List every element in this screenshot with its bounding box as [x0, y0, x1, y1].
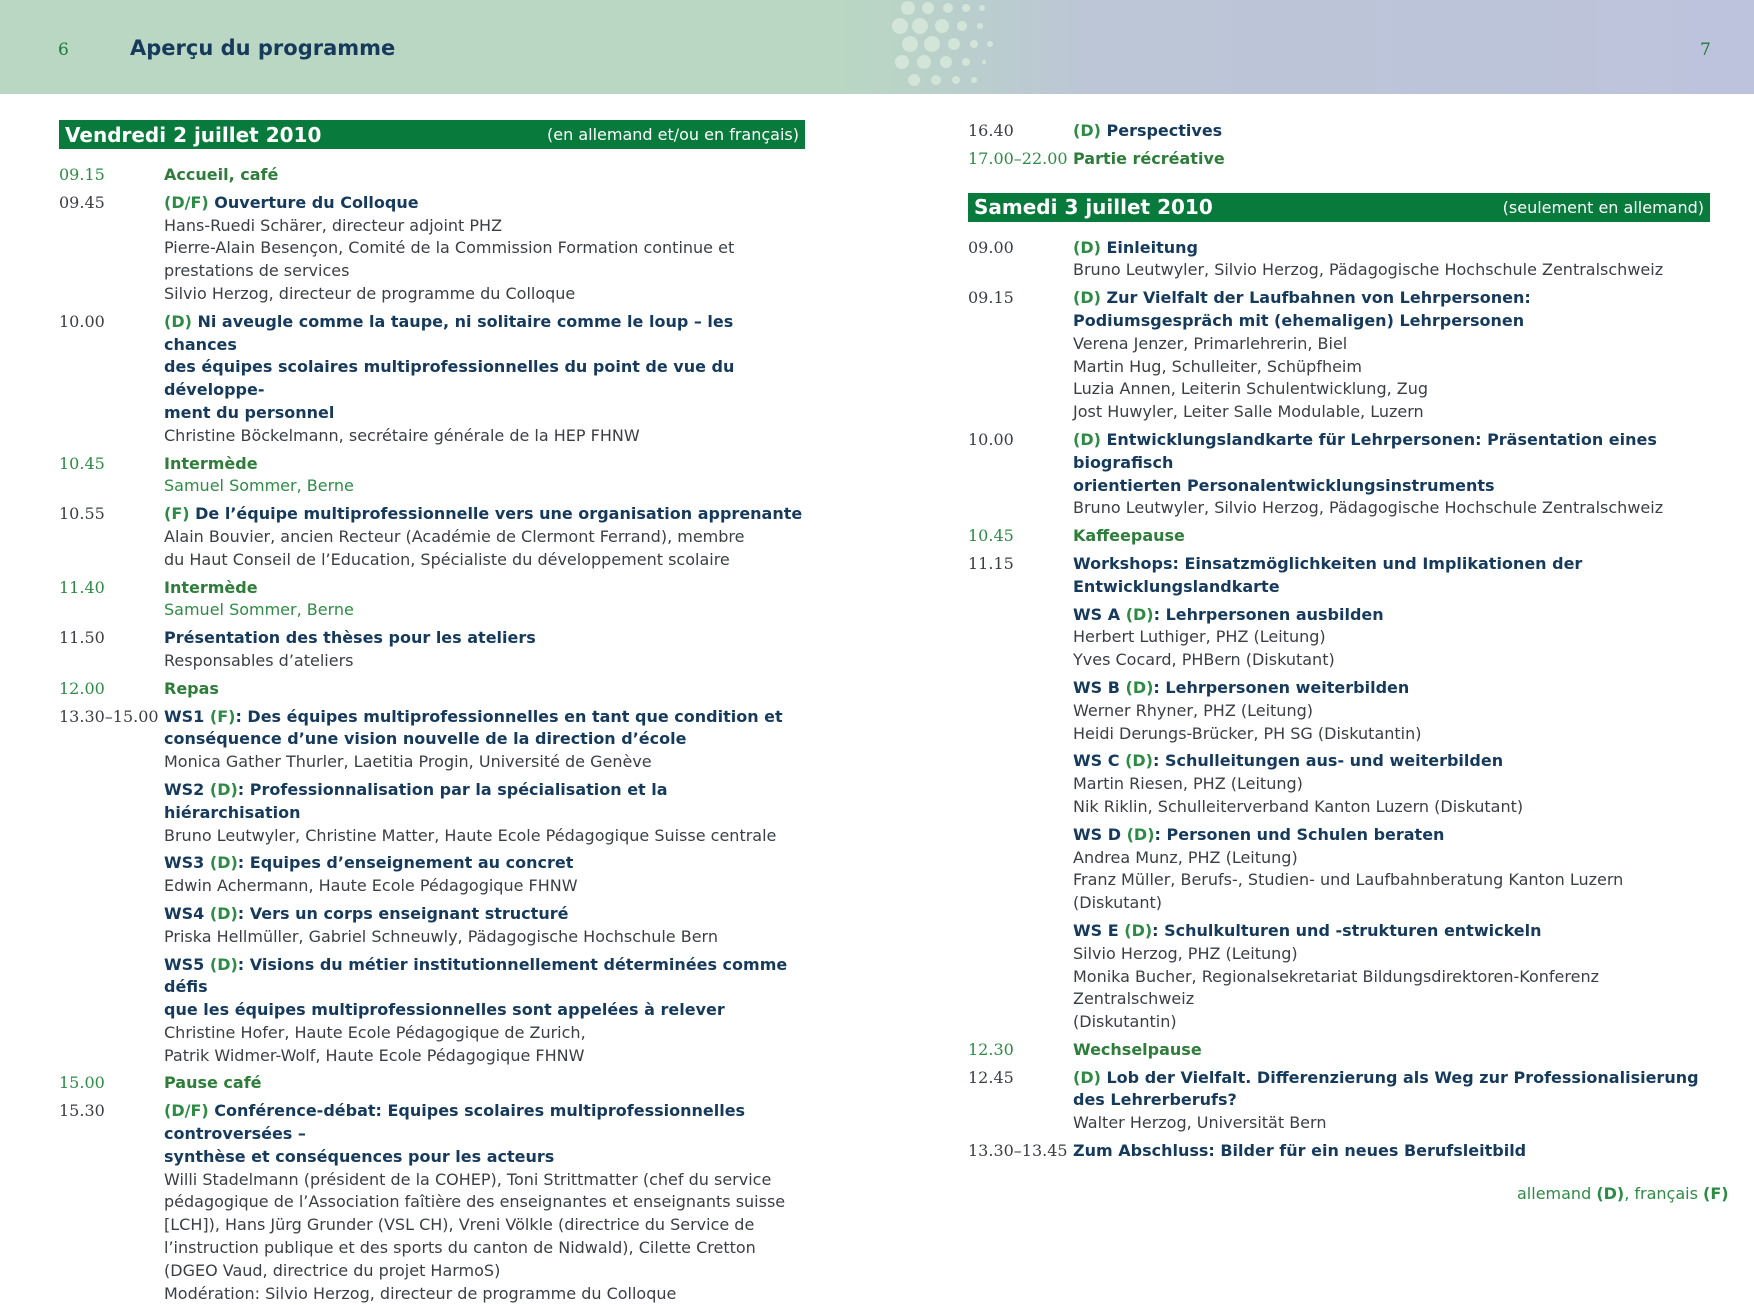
program-entry — [59, 164, 805, 187]
session-title: (D) Entwicklungslandkarte für Lehrpersonen: Präsentation eines biografisch — [1073, 429, 1657, 472]
workshop-title: WS C (D): Schulleitungen aus- und weiterbilden — [1073, 751, 1504, 771]
speaker-line: Silvio Herzog, directeur de programme du Colloque — [164, 283, 576, 303]
workshop — [164, 706, 805, 774]
language-tag: (D) — [1073, 121, 1101, 140]
entry-content — [164, 164, 805, 187]
entry-content — [164, 1100, 805, 1305]
day-bar-saturday — [968, 193, 1710, 222]
session-title: synthèse et conséquences pour les acteurs — [164, 1146, 555, 1166]
language-tag: (D) — [1073, 237, 1101, 257]
speaker-line: Verena Jenzer, Primarlehrerin, Biel — [1073, 333, 1348, 353]
program-entry — [59, 311, 805, 448]
session-title: Partie récréative — [1073, 148, 1225, 168]
entry-content — [1073, 120, 1710, 143]
speaker-line: Christine Böckelmann, secrétaire générale de la HEP FHNW — [164, 425, 640, 445]
time-slot: 09.45 — [59, 192, 105, 212]
workshop — [1073, 750, 1710, 818]
language-tag: (D) — [1125, 677, 1154, 697]
workshop-title: que les équipes multiprofessionnelles sont appelées à relever — [164, 1000, 725, 1020]
time-slot: 12.30 — [968, 1039, 1014, 1059]
time-slot: 15.30 — [59, 1101, 105, 1121]
speaker-line: prestations de services — [164, 261, 350, 281]
workshop-title: WS A (D): Lehrpersonen ausbilden — [1073, 604, 1384, 624]
speaker-line: Herbert Luthiger, PHZ (Leitung) — [1073, 627, 1326, 647]
entry-content — [164, 311, 805, 448]
day-title: Vendredi 2 juillet 2010 — [65, 122, 322, 147]
program-entry — [59, 503, 805, 571]
speaker-line: Samuel Sommer, Berne — [164, 600, 354, 620]
program-entry — [968, 1039, 1710, 1062]
time-slot: 12.00 — [59, 678, 105, 698]
speaker-line: Pierre-Alain Besençon, Comité de la Commission Formation continue et — [164, 238, 735, 258]
speaker-line: Martin Riesen, PHZ (Leitung) — [1073, 774, 1303, 794]
program-entry — [968, 1140, 1710, 1163]
entry-content — [1073, 1140, 1710, 1163]
program-entry — [59, 678, 805, 701]
entry-content — [164, 627, 805, 673]
session-title: (D/F) Conférence-débat: Equipes scolaires multiprofessionnelles controversées – — [164, 1101, 746, 1144]
workshop — [1073, 677, 1710, 745]
session-title: Présentation des thèses pour les ateliers — [164, 628, 536, 648]
speaker-line: Willi Stadelmann (président de la COHEP), Toni Strittmatter (chef du service — [164, 1169, 772, 1189]
decorative-dots — [890, 0, 1030, 94]
session-title: Intermède — [164, 453, 258, 473]
time-slot: 11.50 — [59, 628, 105, 648]
speaker-line: Andrea Munz, PHZ (Leitung) — [1073, 847, 1298, 867]
language-tag: (D) — [1073, 1067, 1101, 1087]
time-slot: 17.00–22.00 — [968, 148, 1068, 168]
session-title: Kaffeepause — [1073, 526, 1185, 546]
workshop-code: WS2 — [164, 779, 205, 799]
session-title: ment du personnel — [164, 402, 335, 422]
right-column — [968, 120, 1710, 1163]
time-slot: 13.30–15.00 — [59, 706, 159, 726]
program-entry — [59, 1072, 805, 1095]
workshop-title: WS3 (D): Equipes d’enseignement au concret — [164, 853, 574, 873]
workshop-code: WS3 — [164, 853, 205, 873]
time-slot: 09.15 — [59, 165, 105, 184]
speaker-line: Christine Hofer, Haute Ecole Pédagogique de Zurich, — [164, 1022, 586, 1042]
language-tag: (D/F) — [164, 192, 209, 212]
program-entry — [968, 237, 1710, 283]
workshop-code: WS B — [1073, 677, 1120, 697]
speaker-line: l’instruction publique et des sports du canton de Nidwald), Cilette Cretton — [164, 1238, 756, 1258]
entry-content — [1073, 148, 1710, 171]
workshop — [164, 954, 805, 1068]
workshop-title: WS E (D): Schulkulturen und -strukturen entwickeln — [1073, 920, 1542, 940]
program-entry — [59, 577, 805, 623]
session-title: (D) Perspectives — [1073, 121, 1223, 140]
entry-content — [1073, 525, 1710, 548]
speaker-line: Werner Rhyner, PHZ (Leitung) — [1073, 700, 1313, 720]
day-language-note: (en allemand et/ou en français) — [547, 125, 799, 144]
speaker-line: Silvio Herzog, PHZ (Leitung) — [1073, 943, 1298, 963]
session-title: Accueil, café — [164, 165, 279, 184]
program-entry — [59, 453, 805, 499]
page-number-left: 6 — [58, 40, 69, 60]
page-title: Aperçu du programme — [130, 36, 396, 60]
entry-content — [1073, 429, 1710, 520]
entry-content — [1073, 553, 1710, 1034]
entry-content — [164, 577, 805, 623]
workshop-code: WS5 — [164, 954, 205, 974]
time-slot: 10.45 — [968, 526, 1014, 546]
speaker-line: Walter Herzog, Universität Bern — [1073, 1113, 1327, 1133]
time-slot: 10.45 — [59, 453, 105, 473]
page-header — [0, 0, 1754, 94]
session-title: Workshops: Einsatzmöglichkeiten und Implikationen der Entwicklungslandkarte — [1073, 553, 1583, 596]
program-entry — [968, 287, 1710, 424]
entry-content — [1073, 287, 1710, 424]
language-tag: (D) — [1126, 824, 1155, 844]
program-entry — [968, 148, 1710, 171]
speaker-line: Yves Cocard, PHBern (Diskutant) — [1073, 650, 1335, 670]
speaker-line: Luzia Annen, Leiterin Schulentwicklung, Zug — [1073, 379, 1429, 399]
speaker-line: Priska Hellmüller, Gabriel Schneuwly, Pädagogische Hochschule Bern — [164, 926, 718, 946]
speaker-line: Bruno Leutwyler, Silvio Herzog, Pädagogische Hochschule Zentralschweiz — [1073, 498, 1664, 518]
day-bar-friday — [59, 120, 805, 149]
time-slot: 10.55 — [59, 504, 105, 524]
language-tag: (D) — [164, 311, 192, 331]
workshop — [164, 779, 805, 847]
session-title: des équipes scolaires multiprofessionnelles du point de vue du développe- — [164, 357, 735, 400]
speaker-line: Edwin Achermann, Haute Ecole Pédagogique FHNW — [164, 876, 578, 896]
language-tag: (D) — [1073, 288, 1101, 308]
program-entry — [968, 553, 1710, 1034]
workshop-title: WS2 (D): Professionnalisation par la spécialisation et la hiérarchisation — [164, 779, 668, 822]
speaker-line: [LCH]), Hans Jürg Grunder (VSL CH), Vreni Völkle (directrice du Service de — [164, 1215, 755, 1235]
speaker-line: Bruno Leutwyler, Silvio Herzog, Pädagogische Hochschule Zentralschweiz — [1073, 260, 1664, 280]
language-tag: (F) — [209, 706, 236, 726]
workshop — [164, 852, 805, 898]
session-title: Zum Abschluss: Bilder für ein neues Berufsleitbild — [1073, 1141, 1527, 1161]
time-slot: 09.00 — [968, 237, 1014, 257]
program-entry — [968, 429, 1710, 520]
program-entry — [59, 706, 805, 1068]
entry-content — [164, 503, 805, 571]
session-title: Wechselpause — [1073, 1039, 1202, 1059]
session-title: Intermède — [164, 577, 258, 597]
speaker-line: Patrik Widmer-Wolf, Haute Ecole Pédagogique FHNW — [164, 1045, 585, 1065]
session-title: (F) De l’équipe multiprofessionnelle vers une organisation apprenante — [164, 504, 803, 524]
time-slot: 11.40 — [59, 577, 105, 597]
workshop-code: WS E — [1073, 920, 1119, 940]
workshop-code: WS D — [1073, 824, 1122, 844]
program-entry — [59, 627, 805, 673]
session-title: Repas — [164, 678, 219, 698]
language-tag: (D) — [1125, 751, 1153, 771]
session-title: (D) Einleitung — [1073, 237, 1198, 257]
time-slot: 16.40 — [968, 121, 1014, 140]
session-title: des Lehrerberufs? — [1073, 1090, 1237, 1110]
session-title: (D/F) Ouverture du Colloque — [164, 192, 419, 212]
language-tag: (D/F) — [164, 1101, 209, 1121]
language-tag: (D) — [209, 853, 238, 873]
speaker-line: Franz Müller, Berufs-, Studien- und Laufbahnberatung Kanton Luzern (Diskutant) — [1073, 870, 1624, 913]
workshop — [1073, 920, 1710, 1034]
speaker-line: Samuel Sommer, Berne — [164, 476, 354, 496]
workshop-code: WS1 — [164, 706, 205, 726]
workshop-title: WS1 (F): Des équipes multiprofessionnelles en tant que condition et — [164, 706, 783, 726]
workshop-title: WS B (D): Lehrpersonen weiterbilden — [1073, 677, 1410, 697]
speaker-line: Monika Bucher, Regionalsekretariat Bildungsdirektoren-Konferenz Zentralschweiz — [1073, 966, 1599, 1009]
workshop — [1073, 824, 1710, 915]
workshop — [164, 903, 805, 949]
session-title: (D) Ni aveugle comme la taupe, ni solitaire comme le loup – les chances — [164, 311, 734, 354]
entry-content — [164, 1072, 805, 1095]
time-slot: 12.45 — [968, 1067, 1014, 1087]
workshop-title: WS4 (D): Vers un corps enseignant structuré — [164, 903, 569, 923]
speaker-line: Monica Gather Thurler, Laetitia Progin, Université de Genève — [164, 752, 652, 772]
time-slot: 15.00 — [59, 1073, 105, 1093]
program-entry — [59, 192, 805, 306]
program-entry — [968, 120, 1710, 143]
speaker-line: pédagogique de l’Association faîtière des enseignantes et enseignants suisse — [164, 1192, 786, 1212]
time-slot: 13.30–13.45 — [968, 1141, 1068, 1161]
language-tag: (D) — [1073, 429, 1101, 449]
language-legend: allemand (D), français (F) — [1517, 1184, 1729, 1203]
speaker-line: Heidi Derungs-Brücker, PH SG (Diskutantin) — [1073, 723, 1422, 743]
entry-content — [164, 453, 805, 499]
speaker-line: Martin Hug, Schulleiter, Schüpfheim — [1073, 356, 1362, 376]
entry-content — [1073, 1067, 1710, 1135]
time-slot: 10.00 — [59, 311, 105, 331]
program-entry — [59, 1100, 805, 1305]
speaker-line: Nik Riklin, Schulleiterverband Kanton Luzern (Diskutant) — [1073, 796, 1524, 816]
speaker-line: Bruno Leutwyler, Christine Matter, Haute Ecole Pédagogique Suisse centrale — [164, 825, 777, 845]
time-slot: 11.15 — [968, 553, 1014, 573]
session-title: orientierten Personalentwicklungsinstruments — [1073, 475, 1495, 495]
speaker-line: Alain Bouvier, ancien Recteur (Académie de Clermont Ferrand), membre — [164, 526, 745, 546]
workshop-code: WS C — [1073, 751, 1120, 771]
session-title: (D) Zur Vielfalt der Laufbahnen von Lehrpersonen: — [1073, 288, 1531, 308]
session-title: (D) Lob der Vielfalt. Differenzierung als Weg zur Professionalisierung — [1073, 1067, 1699, 1087]
speaker-line: Modération: Silvio Herzog, directeur de programme du Colloque — [164, 1283, 677, 1303]
workshop-title: conséquence d’une vision nouvelle de la direction d’école — [164, 729, 687, 749]
left-column — [59, 120, 805, 1305]
day-title: Samedi 3 juillet 2010 — [974, 195, 1213, 220]
entry-content — [164, 678, 805, 701]
program-entry — [968, 1067, 1710, 1135]
page-number-right: 7 — [1700, 40, 1711, 60]
workshop-code: WS4 — [164, 903, 205, 923]
time-slot: 10.00 — [968, 429, 1014, 449]
session-title: Pause café — [164, 1073, 262, 1093]
workshop — [1073, 604, 1710, 672]
workshop-title: WS D (D): Personen und Schulen beraten — [1073, 824, 1445, 844]
speaker-line: Jost Huwyler, Leiter Salle Modulable, Luzern — [1073, 402, 1424, 422]
language-tag: (F) — [164, 504, 190, 524]
entry-content — [1073, 1039, 1710, 1062]
language-tag: (D) — [1124, 920, 1153, 940]
program-entry — [968, 525, 1710, 548]
entry-content — [164, 706, 805, 1068]
day-language-note: (seulement en allemand) — [1502, 197, 1704, 217]
speaker-line: (Diskutantin) — [1073, 1012, 1177, 1032]
speaker-line: Responsables d’ateliers — [164, 650, 354, 670]
entry-content — [1073, 237, 1710, 283]
language-tag: (D) — [209, 903, 238, 923]
speaker-line: (DGEO Vaud, directrice du projet HarmoS) — [164, 1260, 501, 1280]
workshop-title: WS5 (D): Visions du métier institutionnellement déterminées comme défis — [164, 954, 788, 997]
language-tag: (D) — [209, 779, 238, 799]
language-tag: (D) — [1125, 604, 1154, 624]
time-slot: 09.15 — [968, 288, 1014, 308]
session-title: Podiumsgespräch mit (ehemaligen) Lehrpersonen — [1073, 310, 1525, 330]
workshop-code: WS A — [1073, 604, 1121, 624]
speaker-line: du Haut Conseil de l’Education, Spécialiste du développement scolaire — [164, 549, 730, 569]
entry-content — [164, 192, 805, 306]
speaker-line: Hans-Ruedi Schärer, directeur adjoint PHZ — [164, 215, 503, 235]
language-tag: (D) — [209, 954, 238, 974]
